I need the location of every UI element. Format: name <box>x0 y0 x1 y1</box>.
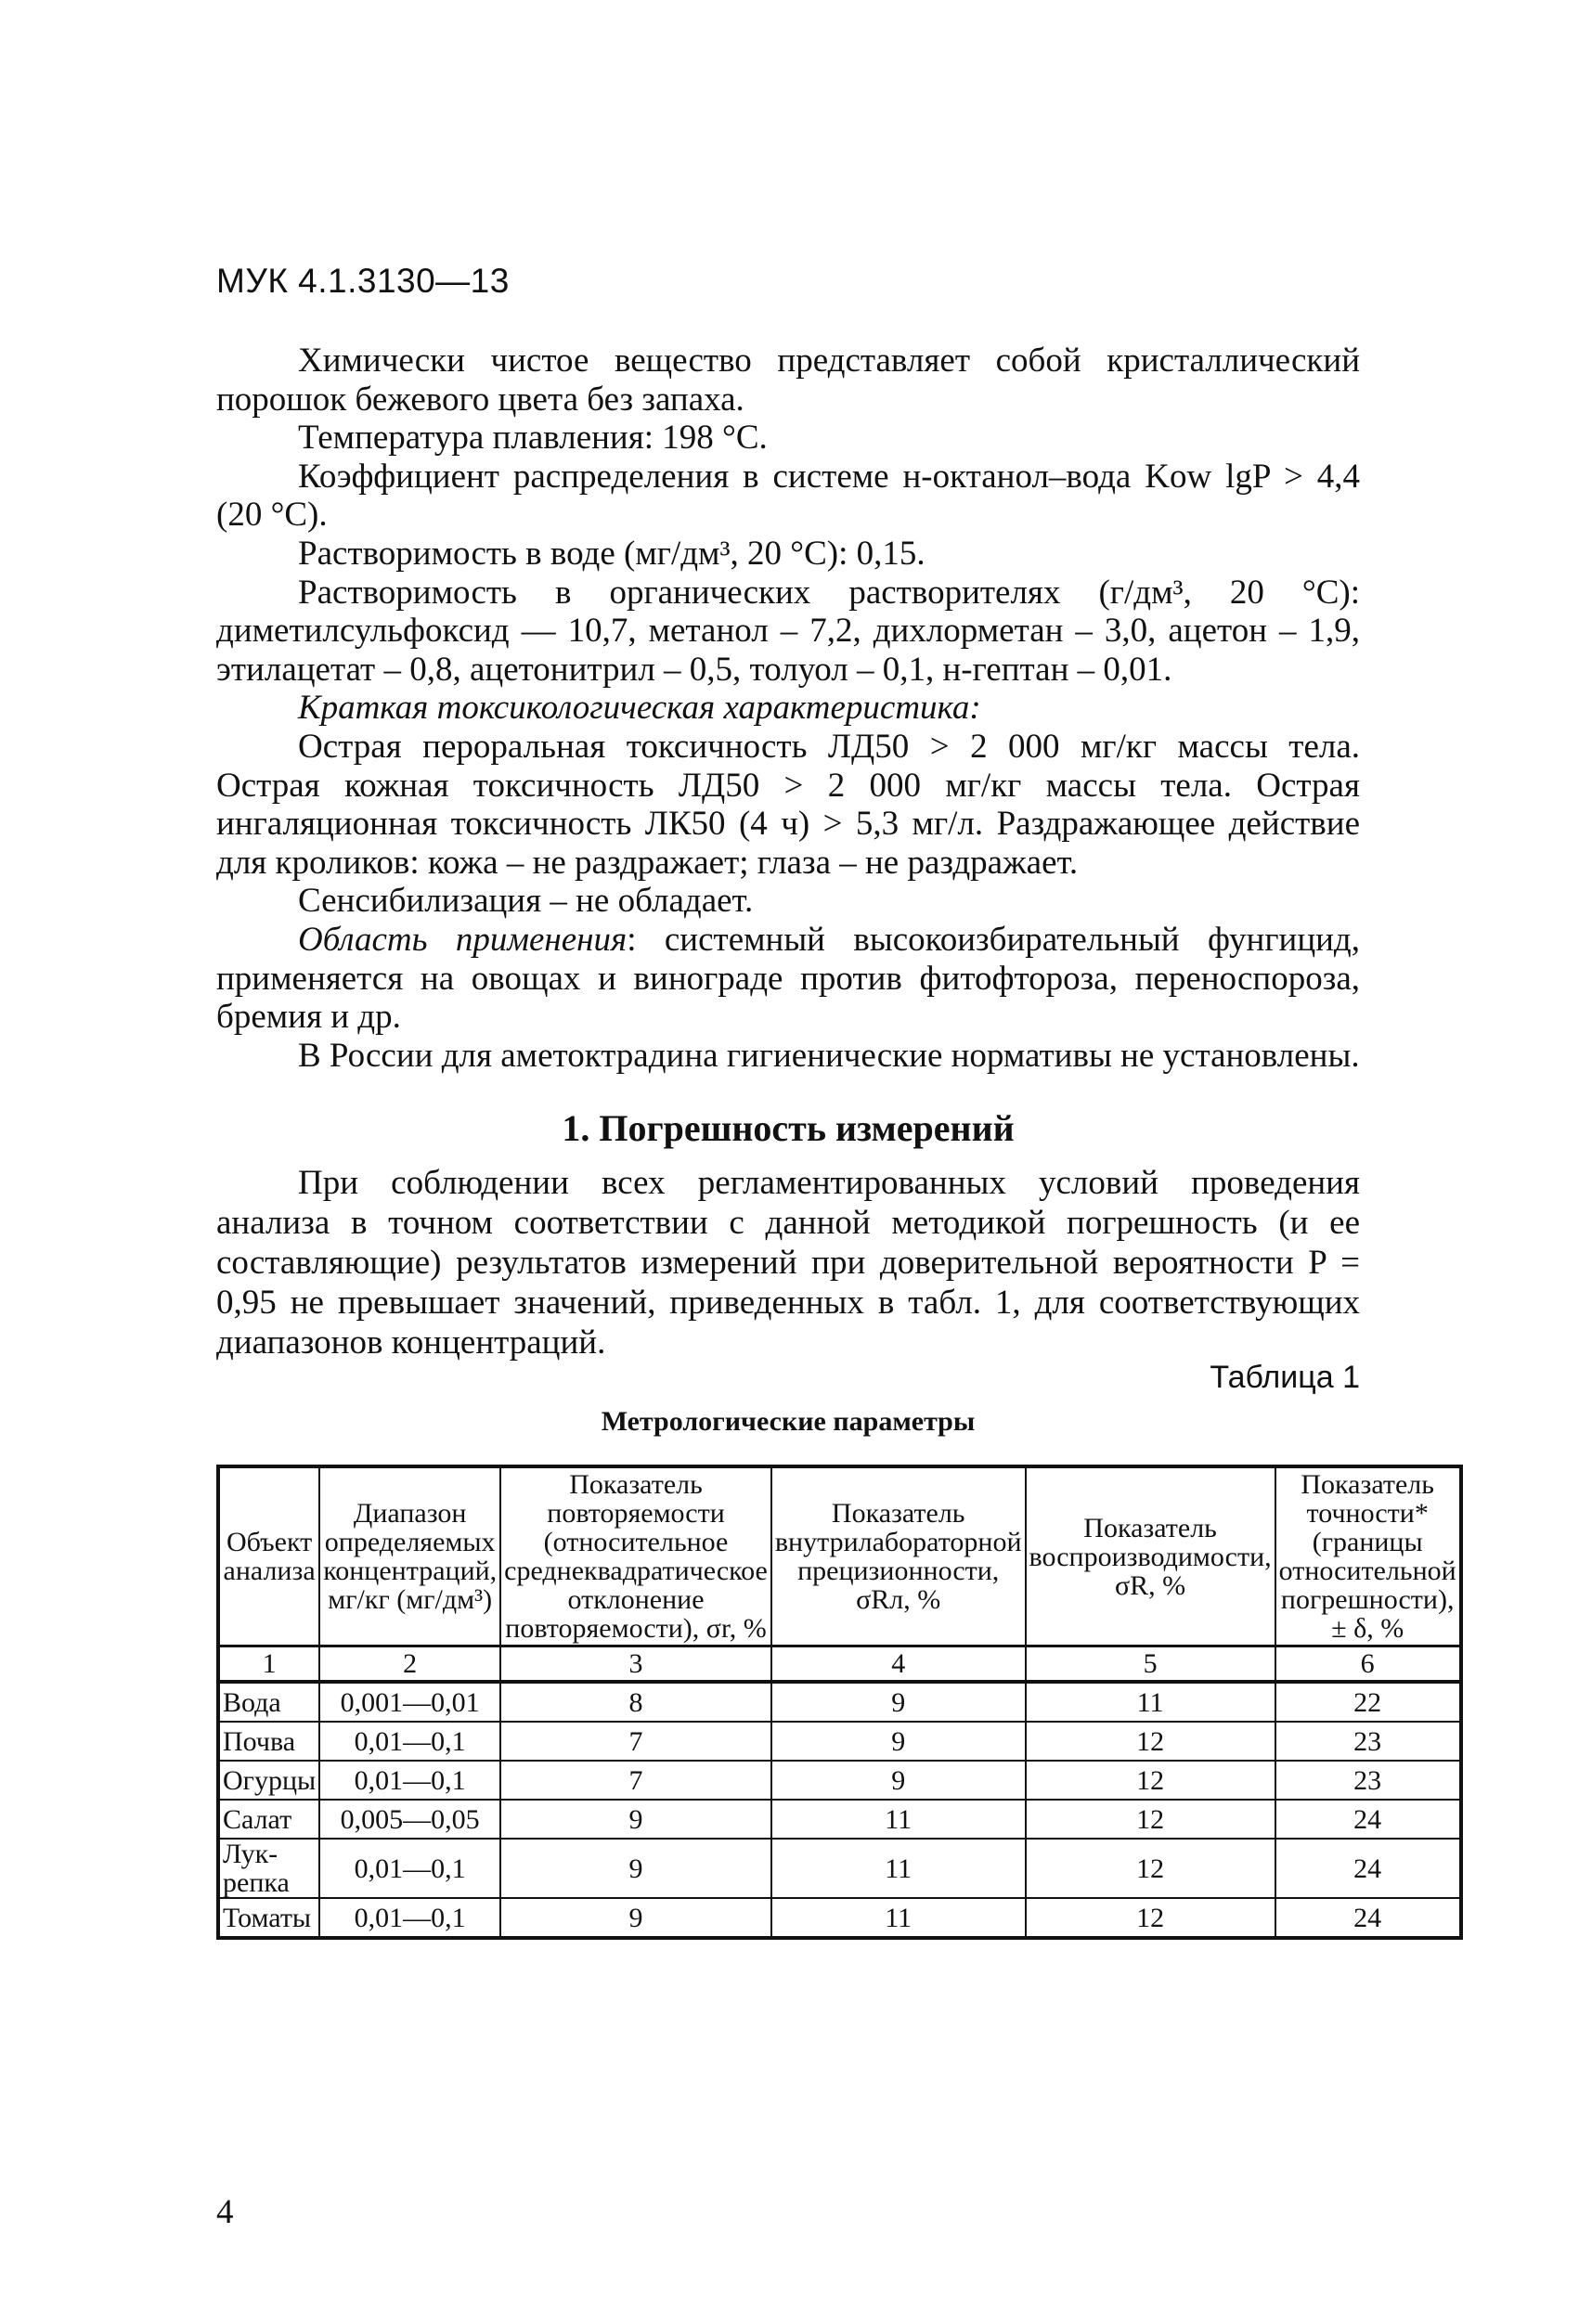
table-row <box>218 1722 1461 1761</box>
table-header-row <box>218 1466 1461 1646</box>
paragraph-toxicity: Острая пероральная токсичность ЛД50 > 2 000 мг/кг массы тела. Острая кожная токсичность ЛД50 > 2 000 мг/кг массы тела. Острая ингаляционная токсичность ЛК50 (4 ч) > 5,3 мг/л. Раздражающее действие для кроликов: кожа – не раздражает; глаза – не раздражает. <box>216 727 1360 882</box>
column-header: Показатель повторяемости (относительное среднеквадратическое отклонение повторяемости), σr, % <box>500 1466 771 1646</box>
table-cell: 0,01—0,1 <box>319 1839 500 1898</box>
table-cell: Огурцы <box>218 1761 319 1800</box>
table-cell: 11 <box>771 1839 1026 1898</box>
table-cell: 24 <box>1275 1800 1461 1839</box>
column-number: 4 <box>771 1646 1026 1683</box>
column-number: 6 <box>1275 1646 1461 1683</box>
column-header: Показатель воспроизводимости, σR, % <box>1026 1466 1275 1646</box>
page-number: 4 <box>216 2193 234 2231</box>
table-cell: Томаты <box>218 1898 319 1938</box>
document-header: МУК 4.1.3130—13 <box>216 262 510 300</box>
paragraph-partition-coefficient: Коэффициент распределения в системе н-октанол–вода Kow lgP > 4,4 (20 °С). <box>216 457 1360 535</box>
table-cell: 9 <box>500 1839 771 1898</box>
application-text: : системный высокоизбирательный фунгицид, применяется на овощах и винограде против фитофтороза, переноспороза, бремия и др. <box>216 920 1360 1037</box>
table-cell: 23 <box>1275 1761 1461 1800</box>
table-cell: Вода <box>218 1682 319 1722</box>
table-row <box>218 1682 1461 1722</box>
table-cell: Салат <box>218 1800 319 1839</box>
section-body <box>216 1163 1360 1362</box>
table-cell: 24 <box>1275 1839 1461 1898</box>
table-cell: 7 <box>500 1722 771 1761</box>
column-header: Показатель точности* (границы относительной погрешности), ± δ, % <box>1275 1466 1461 1646</box>
table-cell: 0,01—0,1 <box>319 1761 500 1800</box>
column-number: 1 <box>218 1646 319 1683</box>
table-cell: 11 <box>771 1800 1026 1839</box>
table-cell: 0,005—0,05 <box>319 1800 500 1839</box>
table-title: Метрологические параметры <box>601 1406 976 1437</box>
table-cell: Лук-репка <box>218 1839 319 1898</box>
column-header: Показатель внутрилабораторной прецизионности, σRл, % <box>771 1466 1026 1646</box>
metrological-table <box>216 1465 1463 1940</box>
column-number: 3 <box>500 1646 771 1683</box>
paragraph-application <box>216 921 1360 1037</box>
column-number: 5 <box>1026 1646 1275 1683</box>
table-row <box>218 1761 1461 1800</box>
table-cell: 12 <box>1026 1761 1275 1800</box>
table-cell: 9 <box>771 1761 1026 1800</box>
table-cell: 9 <box>500 1800 771 1839</box>
table-row <box>218 1839 1461 1898</box>
table-cell: Почва <box>218 1722 319 1761</box>
table-cell: 12 <box>1026 1800 1275 1839</box>
table-cell: 12 <box>1026 1898 1275 1938</box>
table-cell: 8 <box>500 1682 771 1722</box>
table-cell: 22 <box>1275 1682 1461 1722</box>
toxicology-heading: Краткая токсикологическая характеристика: <box>298 689 981 728</box>
section-title: 1. Погрешность измерений <box>562 1107 1015 1149</box>
table-cell: 9 <box>771 1682 1026 1722</box>
substance-description <box>216 342 1360 1075</box>
table-cell: 7 <box>500 1761 771 1800</box>
column-number: 2 <box>319 1646 500 1683</box>
paragraph-sensitization: Сенсибилизация – не обладает. <box>298 882 754 921</box>
table-cell: 24 <box>1275 1898 1461 1938</box>
column-header: Объект анализа <box>218 1466 319 1646</box>
paragraph-melting-point: Температура плавления: 198 °С. <box>298 419 768 458</box>
table-cell: 12 <box>1026 1722 1275 1761</box>
paragraph-appearance: Химически чистое вещество представляет собой кристаллический порошок бежевого цвета без запаха. <box>216 342 1360 419</box>
column-header: Диапазон определяемых концентраций, мг/кг (мг/дм³) <box>319 1466 500 1646</box>
column-number-row <box>218 1646 1461 1683</box>
paragraph-regulation: В России для аметоктрадина гигиенические нормативы не установлены. <box>298 1036 1360 1075</box>
table-cell: 0,01—0,1 <box>319 1722 500 1761</box>
application-label: Область применения <box>298 920 628 959</box>
table-cell: 0,001—0,01 <box>319 1682 500 1722</box>
table-cell: 23 <box>1275 1722 1461 1761</box>
table-row <box>218 1800 1461 1839</box>
table-label: Таблица 1 <box>1210 1360 1360 1395</box>
table-row <box>218 1898 1461 1938</box>
table-cell: 11 <box>1026 1682 1275 1722</box>
table-cell: 9 <box>500 1898 771 1938</box>
paragraph-organic-solubility: Растворимость в органических растворителях (г/дм³, 20 °С): диметилсульфоксид — 10,7, метанол – 7,2, дихлорметан – 3,0, ацетон – 1,9, этилацетат – 0,8, ацетонитрил – 0,5, толуол – 0,1, н-гептан – 0,01. <box>216 573 1360 689</box>
paragraph-water-solubility: Растворимость в воде (мг/дм³, 20 °С): 0,15. <box>298 534 925 573</box>
paragraph-toxicology-heading <box>216 689 1360 728</box>
section-paragraph: При соблюдении всех регламентированных условий проведения анализа в точном соответствии с данной методикой погрешность (и ее составляющие) результатов измерений при доверительной вероятности P = 0,95 не превышает значений, приведенных в табл. 1, для соответствующих диапазонов концентраций. <box>216 1164 1360 1362</box>
table-cell: 12 <box>1026 1839 1275 1898</box>
table-cell: 0,01—0,1 <box>319 1898 500 1938</box>
table-cell: 9 <box>771 1722 1026 1761</box>
table-cell: 11 <box>771 1898 1026 1938</box>
